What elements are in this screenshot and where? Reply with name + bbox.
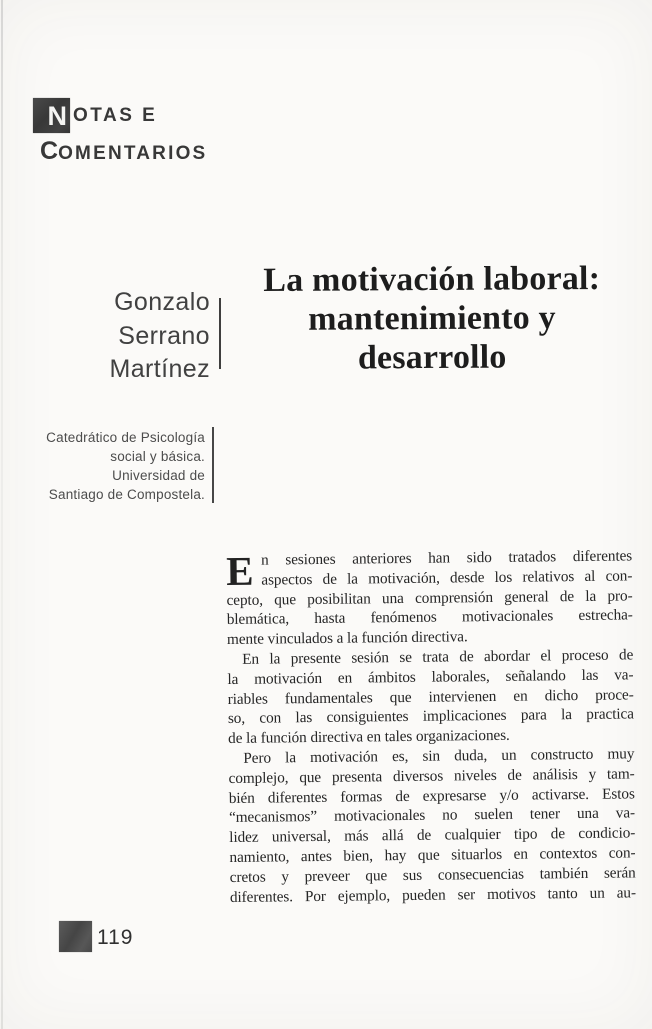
- body-paragraph: [228, 744, 636, 907]
- body-text-line: riables fundamentales que intervienen en dicho proce-: [227, 685, 634, 708]
- affiliation-line: Catedrático de Psicología: [46, 430, 205, 445]
- drop-cap: E: [225, 547, 254, 594]
- body-paragraph: [226, 546, 633, 650]
- body-text-line: so, con las consiguientes implicaciones para la practica: [227, 705, 634, 728]
- body-text-line: diferentes. Por ejemplo, pueden ser motivos tanto un au-: [229, 883, 636, 906]
- header-initial-n: N: [47, 101, 67, 131]
- running-head: [33, 98, 207, 166]
- body-text-line: Pero la motivación es, sin duda, un constructo muy: [243, 745, 635, 767]
- body-text-line: lidez universal, más allá de cualquier tipo de condicio-: [229, 824, 636, 847]
- author-affiliation-block: [0, 428, 205, 504]
- affiliation-divider-rule: [212, 427, 214, 503]
- page-number: 119: [97, 926, 134, 949]
- body-text-line: cepto, que posibilitan una comprensión general de la pro-: [226, 586, 633, 609]
- header-initial-square: [33, 98, 70, 133]
- body-text-line: En la presente sesión se trata de abordar el proceso de: [242, 646, 634, 668]
- body-text-line: de la función directiva en tales organizaciones.: [228, 726, 510, 748]
- page-edge-scan-line: [1, 0, 3, 1029]
- running-head-line-notas: [33, 98, 207, 133]
- body-text-line: “mecanismos” motivacionales no suelen tener una va-: [228, 804, 636, 827]
- header-comentarios-text: OMENTARIOS: [58, 143, 208, 164]
- body-paragraph: [227, 645, 634, 749]
- article-title-line: desarrollo: [357, 338, 507, 377]
- body-text-line: aspectos de la motivación, desde los relativos al con-: [261, 567, 633, 589]
- article-title: [232, 259, 633, 378]
- folio-square: [59, 921, 92, 952]
- affiliation-line: Universidad de: [112, 468, 205, 483]
- article-title-line: La motivación laboral:: [263, 259, 601, 300]
- affiliation-line: social y básica.: [110, 449, 205, 464]
- body-text: [226, 546, 636, 907]
- body-text-line: la motivación en ámbitos laborales, señalando las va-: [227, 666, 634, 688]
- affiliation-line: Santiago de Compostela.: [48, 487, 205, 502]
- article-title-line: mantenimiento y: [308, 299, 556, 338]
- author-name-line: Martínez: [109, 355, 210, 383]
- author-title-divider-rule: [219, 298, 221, 369]
- body-text-line: blemática, hasta fenómenos motivacionales estrecha-: [226, 606, 633, 629]
- header-notas-text: OTAS E: [73, 105, 158, 126]
- body-text-line: complejo, que presenta diversos niveles de análisis y tam-: [228, 765, 635, 787]
- body-text-line: namiento, antes bien, hay que situarlos en contextos con-: [229, 844, 636, 866]
- author-name-line: Gonzalo: [114, 288, 210, 316]
- author-name-block: [0, 286, 210, 387]
- author-name-line: Serrano: [118, 321, 210, 350]
- body-text-line: n sesiones anteriores han sido tratados diferentes: [261, 547, 633, 569]
- body-text-line: cretos y preveer que sus consecuencias también serán: [229, 864, 636, 886]
- running-head-line-comentarios: [40, 137, 207, 166]
- header-initial-c: C: [40, 137, 59, 165]
- body-text-line: mente vinculados a la función directiva.: [226, 628, 468, 649]
- body-text-line: bién diferentes formas de expresarse y/o activarse. Estos: [228, 784, 635, 807]
